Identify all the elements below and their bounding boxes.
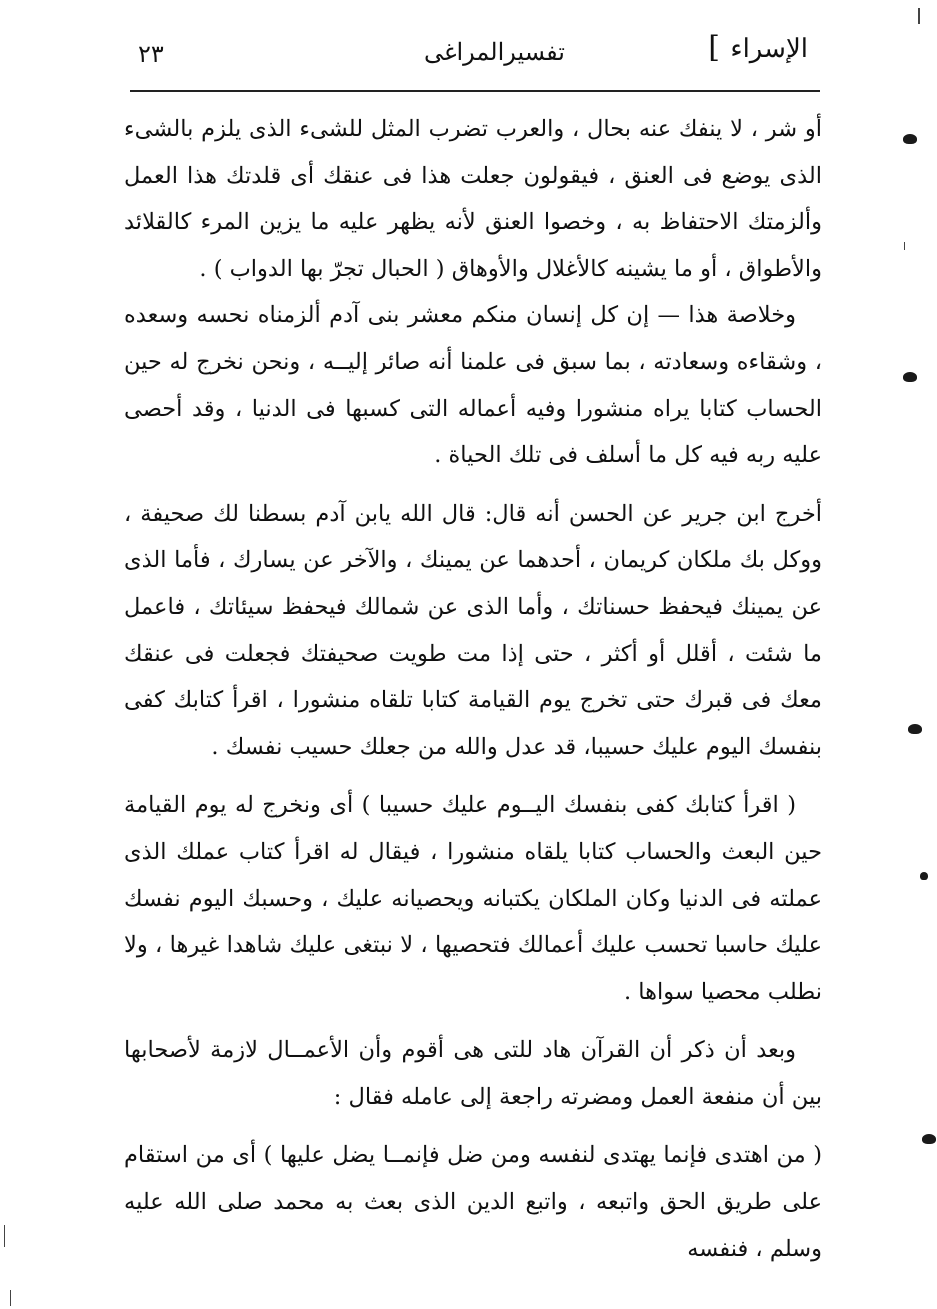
margin-ink-mark bbox=[903, 134, 917, 144]
margin-tick bbox=[904, 242, 905, 250]
margin-tick bbox=[4, 1225, 5, 1247]
paragraph-2: وخلاصة هذا — إن كل إنسان منكم معشر بنى آدم ألزمناه نحسه وسعده ، وشقاءه وسعادته ، بما سبق فى علمنا أنه صائر إليــه ، ونحن نخرج له حين الحساب كتابا يراه منشورا وفيه أعماله التى كسبها فى الدنيا ، وقد أحصى عليه ربه فيه كل ما أسلف فى تلك الحياة . bbox=[124, 302, 822, 469]
body-text bbox=[124, 106, 822, 1272]
paragraph-5: وبعد أن ذكر أن القرآن هاد للتى هى أقوم وأن الأعمــال لازمة لأصحابها بين أن منفعة العمل ومضرته راجعة إلى عامله فقال : bbox=[124, 1037, 822, 1110]
header-rule bbox=[130, 90, 820, 92]
paragraph-4: ( اقرأ كتابك كفى بنفسك اليــوم عليك حسيبا ) أى ونخرج له يوم القيامة حين البعث والحساب كتابا يلقاه منشورا ، فيقال له اقرأ كتاب عملك الذى عملته فى الدنيا وكان الملكان يكتبانه ويحصيانه عليك ، وحسبك اليوم نفسك عليك حاسبا تحسب عليك أعمالك فتحصيها ، لا نبتغى عليك شاهدا غيرها ، ولا نطلب محصيا سواها . bbox=[124, 792, 822, 1005]
margin-ink-mark bbox=[922, 1134, 936, 1144]
surah-name: الإسراء bbox=[730, 34, 808, 64]
paragraph-6: ( من اهتدى فإنما يهتدى لنفسه ومن ضل فإنمــا يضل عليها ) أى من استقام على طريق الحق واتبعه ، واتبع الدين الذى بعث به محمد صلى الله عليه وسلم ، فنفسه bbox=[124, 1142, 822, 1262]
paragraph-3: أخرج ابن جرير عن الحسن أنه قال: قال الله يابن آدم بسطنا لك صحيفة ، ووكل بك ملكان كريمان ، أحدهما عن يمينك ، والآخر عن يسارك ، فأما الذى عن يمينك فيحفظ حسناتك ، وأما الذى عن شمالك فيحفظ سيئاتك ، فاعمل ما شئت ، أقلل أو أكثر ، حتى إذا مت طويت صحيفتك فجعلت فى عنقك معك فى قبرك حتى تخرج يوم القيامة كتابا تلقاه منشورا ، اقرأ كتابك كفى بنفسك اليوم عليك حسيبا، قد عدل والله من جعلك حسيب نفسك . bbox=[124, 500, 822, 760]
running-header bbox=[120, 28, 820, 80]
margin-ink-mark bbox=[903, 372, 917, 382]
margin-tick bbox=[10, 1290, 11, 1306]
margin-tick bbox=[918, 8, 920, 24]
margin-ink-mark bbox=[908, 724, 922, 734]
paragraph-1: أو شر ، لا ينفك عنه بحال ، والعرب تضرب المثل للشىء الذى يلزم بالشىء الذى يوضع فى العنق ، فيقولون جعلت هذا فى عنقك أى قلدتك هذا العمل وألزمتك الاحتفاظ به ، وخصوا العنق لأنه يظهر عليه ما يزين المرء كالقلائد والأطواق ، أو ما يشينه كالأغلال والأوهاق ( الحبال تجرّ بها الدواب ) . bbox=[124, 116, 822, 282]
header-bracket: ] bbox=[708, 30, 720, 65]
book-title: تفسيرالمراغى bbox=[423, 38, 565, 66]
margin-ink-mark bbox=[920, 872, 928, 880]
page-number: ٢٣ bbox=[138, 40, 164, 68]
